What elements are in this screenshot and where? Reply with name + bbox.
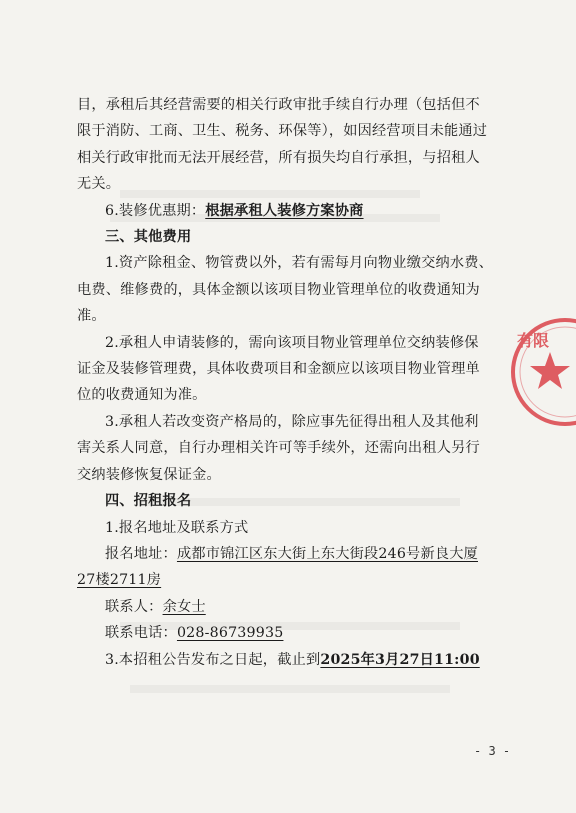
contact-label: 联系人： (105, 598, 163, 615)
text-line: 3.承租人若改变资产格局的，除应事先征得出租人及其他利 (105, 413, 479, 430)
text-line: 交纳装修恢复保证金。 (77, 466, 221, 483)
text-line: 2.承租人申请装修的，需向该项目物业管理单位交纳装修保 (105, 334, 479, 351)
paragraph-approval (77, 92, 507, 198)
address-label: 报名地址： (105, 545, 177, 562)
item-decoration-period (77, 198, 507, 224)
bleed-through-line (130, 685, 450, 693)
address-value-continued: 27楼2711房 (77, 572, 162, 589)
section-heading-other-fees: 三、其他费用 (105, 229, 192, 246)
item-label: 6.装修优惠期： (105, 202, 206, 219)
contact-person (77, 594, 507, 620)
paragraph-utilities (77, 250, 507, 329)
contact-phone (77, 620, 507, 646)
text-line: 准。 (77, 308, 106, 325)
text-line: 证金及装修管理费，具体收费项目和金额应以该项目物业管理单 (77, 361, 480, 378)
deadline-label: 3.本招租公告发布之日起，截止到 (105, 651, 321, 668)
registration-address (77, 541, 507, 594)
text-line: 相关行政审批而无法开展经营，所有损失均自行承担，与招租人 (77, 149, 480, 166)
official-seal-stamp (505, 312, 576, 432)
item-registration-address-title: 1.报名地址及联系方式 (105, 519, 249, 536)
deadline-line (77, 647, 507, 673)
text-line: 1.资产除租金、物管费以外，若有需每月向物业缴交纳水费、 (105, 255, 494, 272)
contact-value: 余女士 (162, 598, 206, 615)
section-heading-registration: 四、招租报名 (105, 493, 192, 510)
deadline-value: 2025年3月27日11:00 (320, 651, 480, 668)
text-line: 无关。 (77, 176, 121, 193)
page-number: - 3 - (474, 744, 511, 758)
seal-star-icon (530, 352, 570, 389)
text-line: 电费、维修费的，具体金额以该项目物业管理单位的收费通知为 (77, 281, 480, 298)
document-body (77, 92, 507, 673)
text-line: 害关系人同意，自行办理相关许可等手续外，还需向出租人另行 (77, 440, 480, 457)
phone-value: 028-86739935 (176, 625, 284, 642)
paragraph-renovation-deposit (77, 330, 507, 409)
paragraph-layout-change (77, 409, 507, 488)
text-line: 位的收费通知为准。 (77, 387, 207, 404)
address-value: 成都市锦江区东大街上东大街段246号新良大厦 (176, 545, 478, 562)
seal-text: 有限 (517, 331, 550, 350)
phone-label: 联系电话： (105, 625, 177, 642)
text-line: 限于消防、工商、卫生、税务、环保等），如因经营项目未能通过 (77, 123, 488, 140)
item-value: 根据承租人装修方案协商 (205, 202, 364, 219)
text-line: 目，承租后其经营需要的相关行政审批手续自行办理（包括但不 (77, 97, 480, 113)
